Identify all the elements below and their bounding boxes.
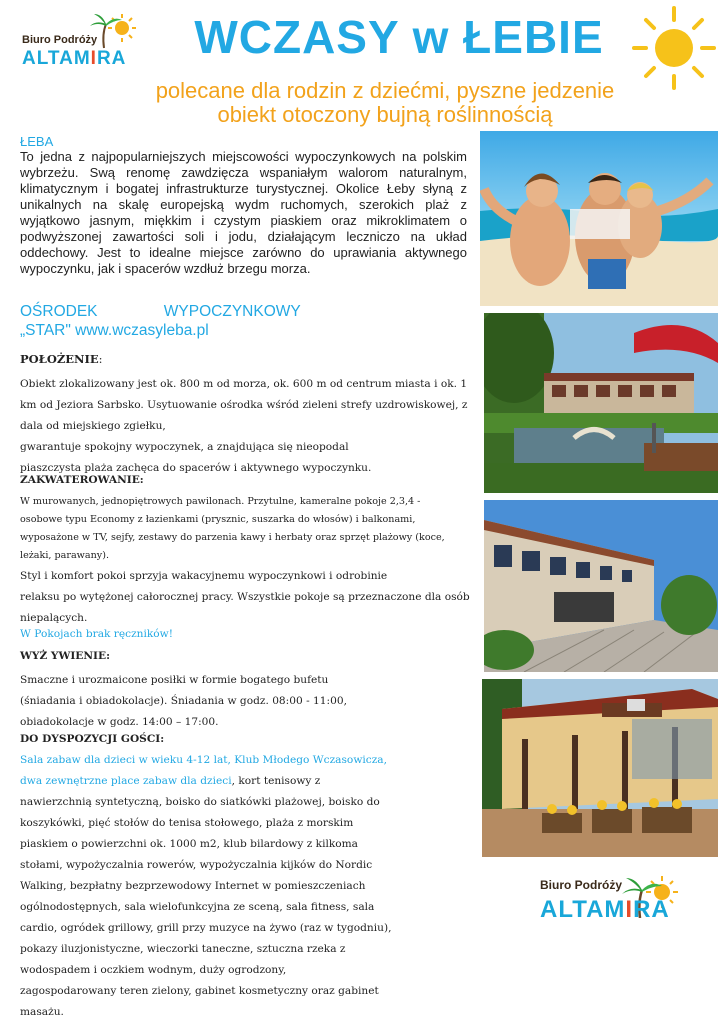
polozenie-text: Obiekt zlokalizowany jest ok. 800 m od morza, ok. 600 m od centrum miasta i ok. 1 km od Jeziora Sarbsko. Usytuowanie ośrodka wśród zieleni strefy uzdrowiskowej, z dala od miejskiego zgiełku, gwarantuje spokojny wypoczynek, a znajdująca się nieopodal piaszczysta plaża zachęca do spacerów i aktywnego wypoczynku.: [20, 378, 468, 474]
wyzywienie-text: Smaczne i urozmaicone posiłki w formie bogatego bufetu (śniadania i obiadokolacje). Śniadania w godz. 08:00 - 11:00, obiadokolacje w godz. 14:00 – 17:00.: [20, 674, 347, 728]
photo-restaurant-terrace: [482, 679, 718, 857]
zakwaterowanie-label: ZAKWATEROWANIE:: [20, 474, 144, 486]
zakwaterowanie-details: W murowanych, jednopiętrowych pawilonach. Przytulne, kameralne pokoje 2,3,4 - osobowe typu Economy z łazienkami (prysznic, suszarka do włosów) i balkonami, wyposażone w TV, sejfy, zestawy do parzenia kawy i herbaty oraz sprzęt plażowy (koce, leżaki, parawany).: [20, 496, 445, 561]
osrodek-name: „STAR" www.wczasyleba.pl: [20, 322, 209, 339]
logo-bottom: [536, 874, 686, 944]
wyzywienie-label: WYŻ YWIENIE:: [20, 650, 110, 662]
logo-subtitle: Biuro Podróży: [22, 34, 98, 46]
osrodek-heading: OŚRODEK WYPOCZYNKOWY: [20, 303, 301, 320]
logo-brand: ALTAMIRA: [22, 48, 127, 69]
photo-family-beach: [480, 131, 718, 306]
photo-building-walkway: [484, 500, 718, 672]
logo-brand: ALTAMIRA: [540, 896, 670, 923]
subtitle-line-1: polecane dla rodzin z dziećmi, pyszne jedzenie: [155, 78, 615, 103]
subtitle-line-2: obiekt otoczony bujną roślinnością: [217, 102, 553, 127]
logo-subtitle: Biuro Podróży: [540, 878, 623, 892]
dyspozycja-label: DO DYSPOZYCJI GOŚCI:: [20, 733, 165, 745]
leba-heading: ŁEBA: [20, 134, 54, 149]
no-towels-note: W Pokojach brak ręczników!: [20, 628, 173, 640]
polozenie-label: POŁOŻENIE:: [20, 352, 103, 366]
leba-description: To jedna z najpopularniejszych miejscowości wypoczynkowych na polskim wybrzeżu. Swą renomę zawdzięcza wspaniałym walorom naturalnym, klimatycznym i bogatej infrastrukturze turystycznej. Okolice Łeby słyną z unikalnych na skalę europejską wydm ruchomych, szerokich plaż z wyjątkowo jasnym, miękkim i czystym piaskiem oraz mikroklimatem o podwyższonej zawartości soli i jodu, działającym leczniczo na układ oddechowy. Jest to idealne miejsce zarówno do uprawiania aktywnego wypoczynku, jak i spacerów wzdłuż brzegu morza.: [20, 149, 467, 276]
sun-icon: [630, 4, 718, 92]
logo-top: [18, 10, 138, 70]
zakwaterowanie-text: Styl i komfort pokoi sprzyja wakacyjnemu wypoczynkowi i odrobinie relaksu po wytężonej całorocznej pracy. Wszystkie pokoje są przeznaczone dla osób niepalących.: [20, 570, 470, 624]
dyspozycja-text: Sala zabaw dla dzieci w wieku 4-12 lat, Klub Młodego Wczasowicza, dwa zewnętrzne place zabaw dla dzieci, kort tenisowy z nawierzchnią syntetyczną, boisko do siatkówki plażowej, boisko do koszykówki, pięć stołów do tenisa stołowego, plaża z morskim piaskiem o powierzchni ok. 1000 m2, klub bilardowy z kilkoma stołami, wypożyczalnia rowerów, wypożyczalnia kijków do Nordic Walking, bezpłatny bezprzewodowy Internet w pomieszczeniach ogólnodostępnych, sala wielofunkcyjna ze sceną, sala fitness, sala cardio, ogródek grillowy, grill przy muzyce na żywo (raz w tygodniu), pokazy iluzjonistyczne, wieczorki taneczne, sztuczna rzeka z wodospadem i oczkiem wodnym, duży ogrodzony, zagospodarowany teren zielony, gabinet kosmetyczny oraz gabinet masażu.: [20, 754, 392, 1018]
photo-resort-pond: [484, 313, 718, 493]
page-title: WCZASY w ŁEBIE: [194, 11, 604, 63]
